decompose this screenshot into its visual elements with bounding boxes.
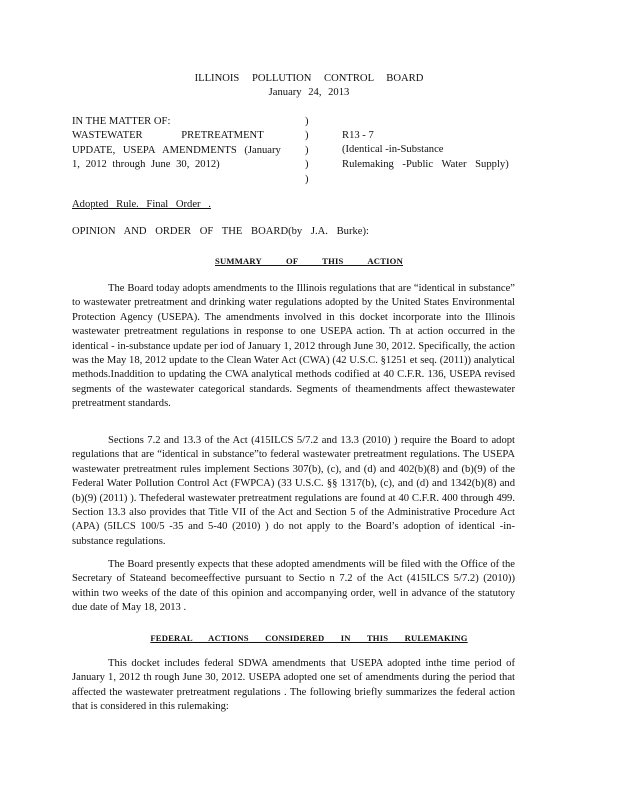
paragraph-3 (72, 558, 515, 616)
caption-bracket (305, 115, 309, 187)
paragraph-3-text: The Board presently expects that these adopted amendments will be filed with the Office of the Secretary of Stateand becomeeffective pursuant to Sectio n 7.2 of the Act (415ILCS 5/7.2) (2010)) within two weeks of the date of this opinion and accompanying order, well in advance of the statutory due date of May 18, 2013 . (72, 559, 515, 614)
paragraph-4-text: This docket includes federal SDWA amendments that USEPA adopted inthe time period of January 1, 2012 th rough June 30, 2012. USEPA adopted one set of amendments during the period that affected the wastewater pretreatment regulations . The following briefly summarizes the federal action that is considered in this rulemaking: (72, 658, 515, 713)
caption-left-line-1: IN THE MATTER OF: (72, 116, 171, 127)
paragraph-2-text: Sections 7.2 and 13.3 of the Act (415ILCS 5/7.2 and 13.3 (2010) ) require the Board to adopt regulations that are “identical in substance”to federal wastewater pretreatment regulations. The USEPA wastewater pretreatment rules implement Sections 307(b), (c), and (d) and 402(b)(8) and (b)(9) of the Federal Water Pollution Control Act (FWPCA) (33 U.S.C. §§ 1317(b), (c), and (d) and 1342(b)(8) and (b)(9) (2011) ). Thefederal wastewater pretreatment regulations are found at 40 C.F.R. 400 through 499. Section 13.3 also provides that Title VII of the Act and Section 5 of the Administrative Procedure Act (APA) (5ILCS 100/5 -35 and 5-40 (2010) ) do not apply to the Board’s adoption of identical -in-substance regulations. (72, 435, 515, 547)
adopted-rule-text: Adopted Rule. Final Order . (72, 199, 211, 210)
caption-left-line-2: WASTEWATER PRETREATMENT (72, 130, 264, 142)
document-date-text: January 24, 2013 (268, 87, 350, 98)
opinion-line (72, 225, 369, 239)
paragraph-2 (72, 434, 515, 549)
caption-left-line-4: 1, 2012 through June 30, 2012) (72, 159, 220, 171)
paragraph-1 (72, 282, 515, 412)
docket-number: R13 - 7 (342, 130, 374, 141)
caption-right (342, 129, 509, 172)
federal-actions-heading-text: FEDERAL ACTIONS CONSIDERED IN THIS RULEMAKING (150, 633, 468, 643)
caption-bracket-5: ) (305, 173, 309, 185)
board-title (0, 72, 618, 86)
summary-heading (0, 254, 618, 269)
caption-left (72, 115, 294, 173)
caption-right-line-3: Rulemaking -Public Water Supply) (342, 158, 509, 170)
caption-right-line-2: (Identical -in-Substance (342, 144, 444, 156)
adopted-rule (72, 198, 211, 212)
caption-bracket-2: ) (305, 130, 309, 142)
summary-heading-text: SUMMARY OF THIS ACTION (215, 256, 403, 266)
federal-actions-heading (0, 631, 618, 646)
caption-left-line-3: UPDATE, USEPA AMENDMENTS (January (72, 144, 281, 156)
document-date (0, 86, 618, 100)
board-title-text: ILLINOIS POLLUTION CONTROL BOARD (194, 73, 424, 84)
caption-bracket-3: ) (305, 144, 309, 156)
caption-bracket-1: ) (305, 116, 309, 127)
opinion-line-text: OPINION AND ORDER OF THE BOARD(by J.A. Burke): (72, 226, 369, 237)
paragraph-1-text: The Board today adopts amendments to the Illinois regulations that are “identical in substance” to wastewater pretreatment and drinking water regulations adopted by the United States Environmental Protection Agency (USEPA). The amendments involved in this docket incorporate into the Illinois wastewater pretreatment regulations in response to one USEPA action. Th at action occurred in the identical - in-substance update per iod of January 1, 2012 through June 30, 2012. Specifically, the action was the May 18, 2012 update to the Clean Water Act (CWA) (42 U.S.C. §1251 et seq. (2011)) analytical methods.Inaddition to updating the CWA analytical methods codified at 40 C.F.R. 136, USEPA revised segments of the wastewater categorical standards. Segments of theamendments affect thewastewater pretreatment standards. (72, 283, 515, 410)
paragraph-4 (72, 657, 515, 715)
caption-bracket-4: ) (305, 159, 309, 171)
